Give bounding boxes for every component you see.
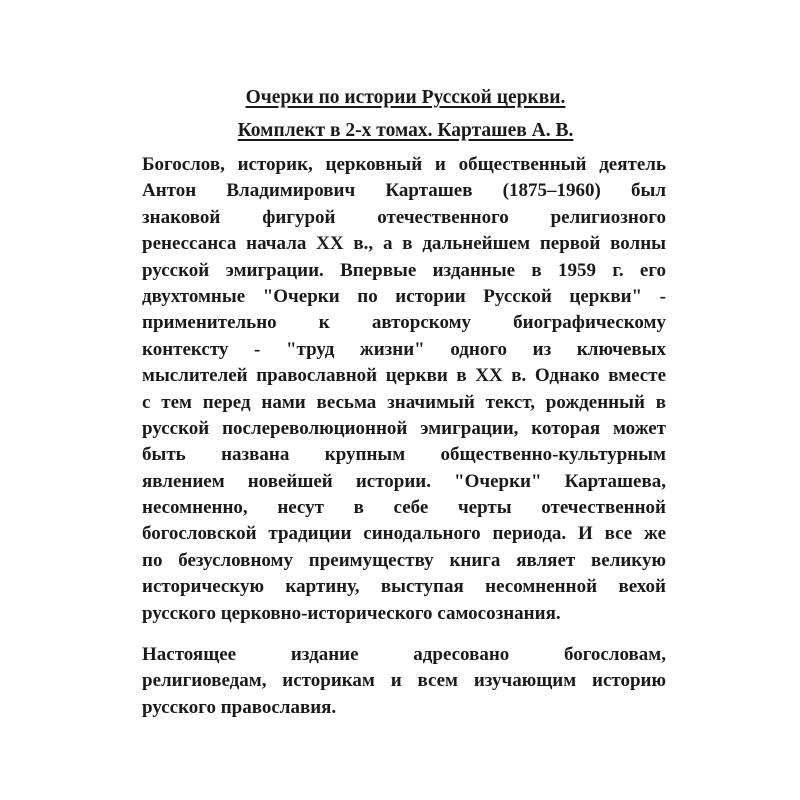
text-line: религиоведам, историкам и всем изучающим историю [142, 670, 666, 692]
text-line: ренессанса начала XX в., а в дальнейшем первой волны [142, 233, 666, 255]
text-line: русского православия. [142, 696, 337, 718]
text-line: двухтомные "Очерки по истории Русской церкви" - [142, 285, 666, 307]
text-line: знаковой фигурой отечественного религиозного [142, 206, 666, 228]
document-title-line-2: Комплект в 2-х томах. Карташев А. В. [237, 120, 574, 141]
text-line: мыслителей православной церкви в XX в. Однако вместе [142, 365, 666, 387]
text-line: применительно к авторскому биографическому [142, 312, 666, 334]
text-line: контексту - "труд жизни" одного из ключевых [142, 338, 666, 360]
text-line: русской эмиграции. Впервые изданные в 1959 г. его [142, 259, 666, 281]
text-line: Антон Владимирович Карташев (1875–1960) был [142, 180, 666, 202]
text-line: русского церковно-исторического самосознания. [142, 602, 561, 624]
text-line: Настоящее издание адресовано богословам, [142, 644, 666, 666]
text-line: по безусловному преимуществу книга являет великую [142, 549, 666, 571]
text-line: русской послереволюционной эмиграции, которая может [142, 417, 666, 439]
text-line: Богослов, историк, церковный и общественный деятель [142, 154, 666, 175]
text-line: с тем перед нами весьма значимый текст, рожденный в [142, 391, 666, 413]
document-page [142, 86, 666, 721]
text-line: историческую картину, выступая несомненной вехой [142, 576, 666, 598]
paragraph [142, 152, 666, 627]
paragraph [142, 642, 666, 721]
document-title-line-1: Очерки по истории Русской церкви. [245, 87, 566, 108]
document-body [142, 152, 666, 721]
text-line: явлением новейшей истории. "Очерки" Карташева, [142, 470, 666, 492]
text-line: богословской традиции синодального периода. И все же [142, 523, 666, 545]
text-line: быть названа крупным общественно-культурным [142, 444, 666, 466]
text-line: несомненно, несут в себе черты отечественной [142, 497, 666, 519]
